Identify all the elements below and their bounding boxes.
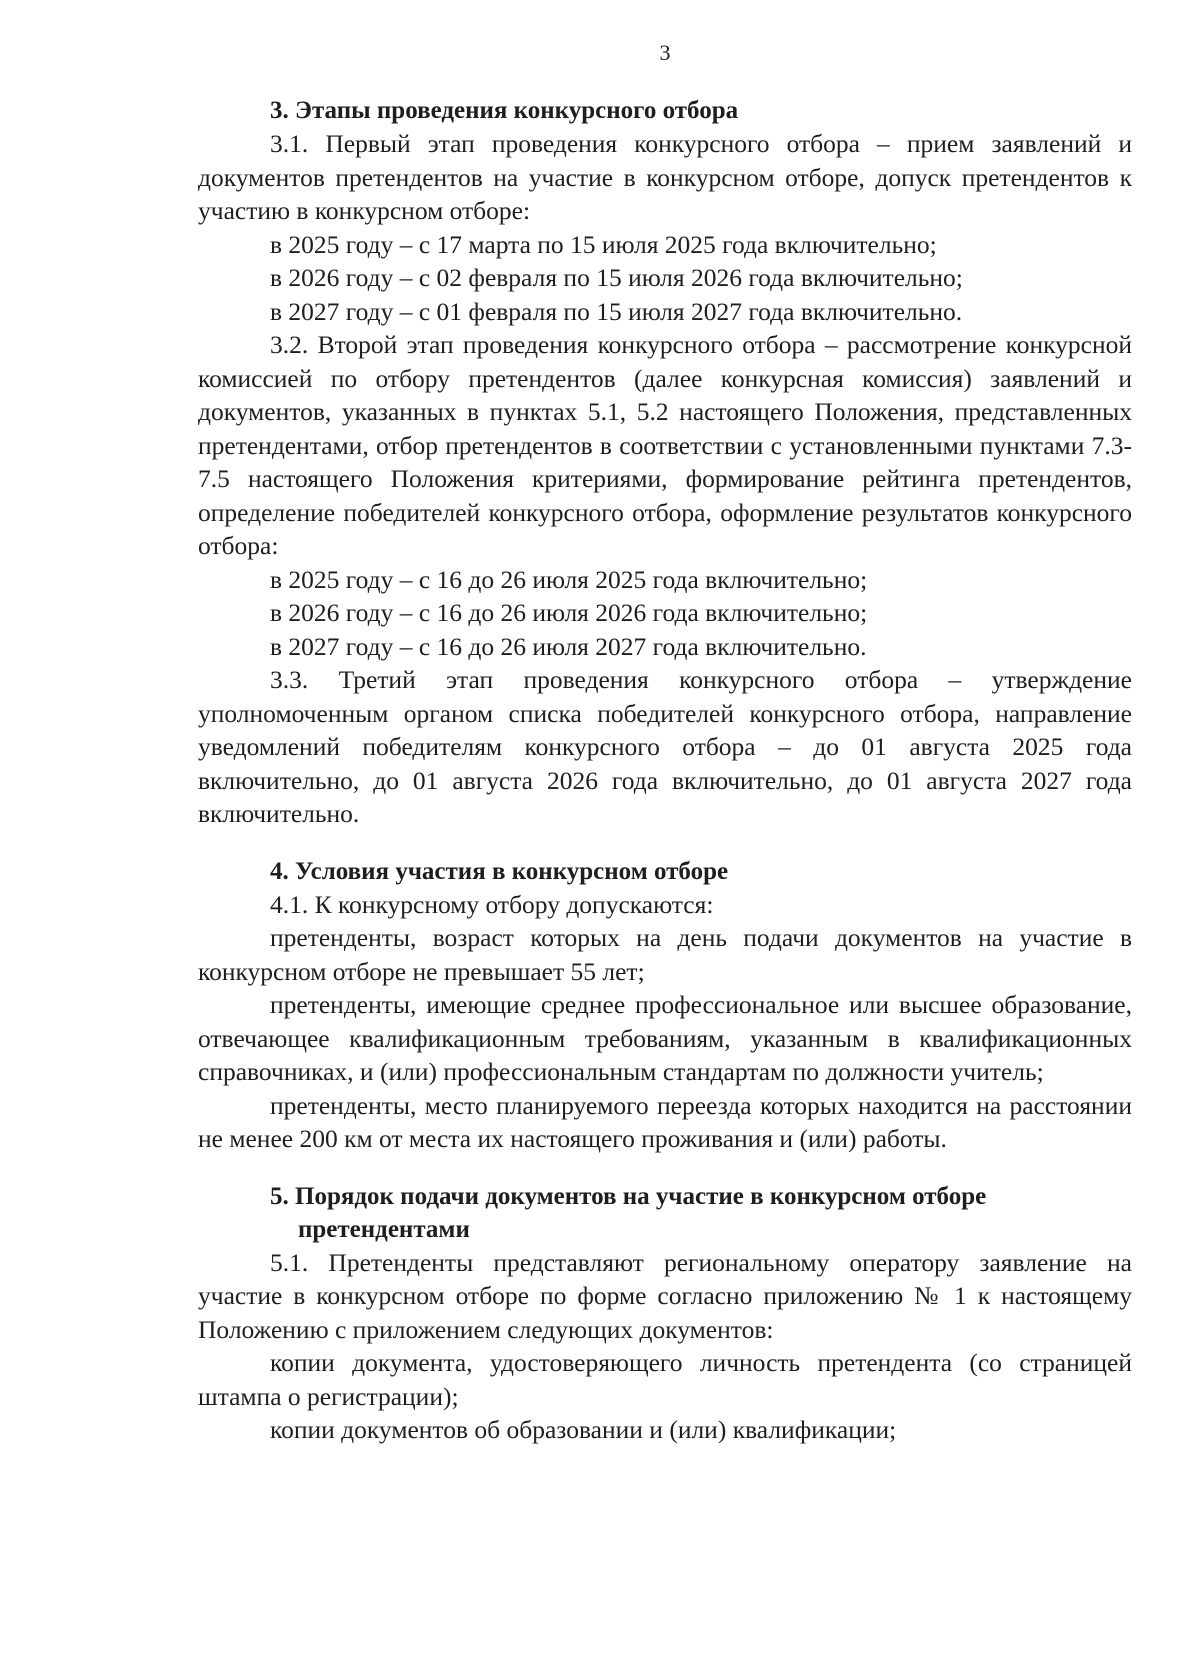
paragraph-3-1: 3.1. Первый этап проведения конкурсного отбора – прием заявлений и документов претендентов на участие в конкурсном отборе, допуск претендентов к участию в конкурсном отборе:: [198, 129, 1132, 225]
section-5-heading-line-2: претендентами: [298, 1215, 470, 1243]
section-4-heading: 4. Условия участия в конкурсном отборе: [270, 857, 729, 885]
paragraph-3-2-item-2025: в 2025 году – с 16 до 26 июля 2025 года включительно;: [270, 564, 868, 594]
section-5-heading-line-1: 5. Порядок подачи документов на участие в конкурсном отборе: [270, 1182, 987, 1210]
paragraph-5-1-item-identity: копии документа, удостоверяющего личность претендента (со страницей штампа о регистрации);: [198, 1348, 1132, 1411]
paragraph-3-1-item-2027: в 2027 году – с 01 февраля по 15 июля 2027 года включительно.: [270, 296, 963, 326]
page-number: 3: [659, 40, 671, 65]
paragraph-4-1-item-distance: претенденты, место планируемого переезда которых находится на расстоянии не менее 200 км от места их настоящего проживания и (или) работы.: [198, 1090, 1132, 1153]
section-3-heading: 3. Этапы проведения конкурсного отбора: [270, 97, 739, 124]
paragraph-4-1: 4.1. К конкурсному отбору допускаются:: [270, 889, 714, 919]
paragraph-3-1-item-2025: в 2025 году – с 17 марта по 15 июля 2025 года включительно;: [270, 229, 937, 259]
paragraph-4-1-item-age: претенденты, возраст которых на день подачи документов на участие в конкурсном отборе не превышает 55 лет;: [198, 923, 1132, 986]
paragraph-5-1: 5.1. Претенденты представляют региональному оператору заявление на участие в конкурсном отборе по форме согласно приложению № 1 к настоящему Положению с приложением следующих документов:: [198, 1247, 1132, 1344]
paragraph-4-1-item-education: претенденты, имеющие среднее профессиональное или высшее образование, отвечающее квалификационным требованиям, указанным в квалификационных справочниках, и (или) профессиональным стандартам по должности учитель;: [198, 990, 1132, 1086]
section-5-heading: [198, 1180, 1132, 1246]
paragraph-3-1-item-2026: в 2026 году – с 02 февраля по 15 июля 2026 года включительно;: [270, 263, 963, 292]
paragraph-3-2: 3.2. Второй этап проведения конкурсного отбора – рассмотрение конкурсной комиссией по отбору претендентов (далее конкурсная комиссия) заявлений и документов, указанных в пунктах 5.1, 5.2 настоящего Положения, представленных претендентами, отбор претендентов в соответствии с установленными пунктами 7.3-7.5 настоящего Положения критериями, формирование рейтинга претендентов, определение победителей конкурсного отбора, оформление результатов конкурсного отбора:: [198, 330, 1132, 560]
paragraph-3-3: 3.3. Третий этап проведения конкурсного отбора – утверждение уполномоченным органом списка победителей конкурсного отбора, направление уведомлений победителям конкурсного отбора – до 01 августа 2025 года включительно, до 01 августа 2026 года включительно, до 01 августа 2027 года включительно.: [198, 665, 1132, 828]
paragraph-3-2-item-2027: в 2027 году – с 16 до 26 июля 2027 года включительно.: [270, 631, 867, 661]
paragraph-3-2-item-2026: в 2026 году – с 16 до 26 июля 2026 года включительно;: [270, 598, 868, 627]
paragraph-5-1-item-education-docs: копии документов об образовании и (или) квалификации;: [270, 1415, 897, 1444]
